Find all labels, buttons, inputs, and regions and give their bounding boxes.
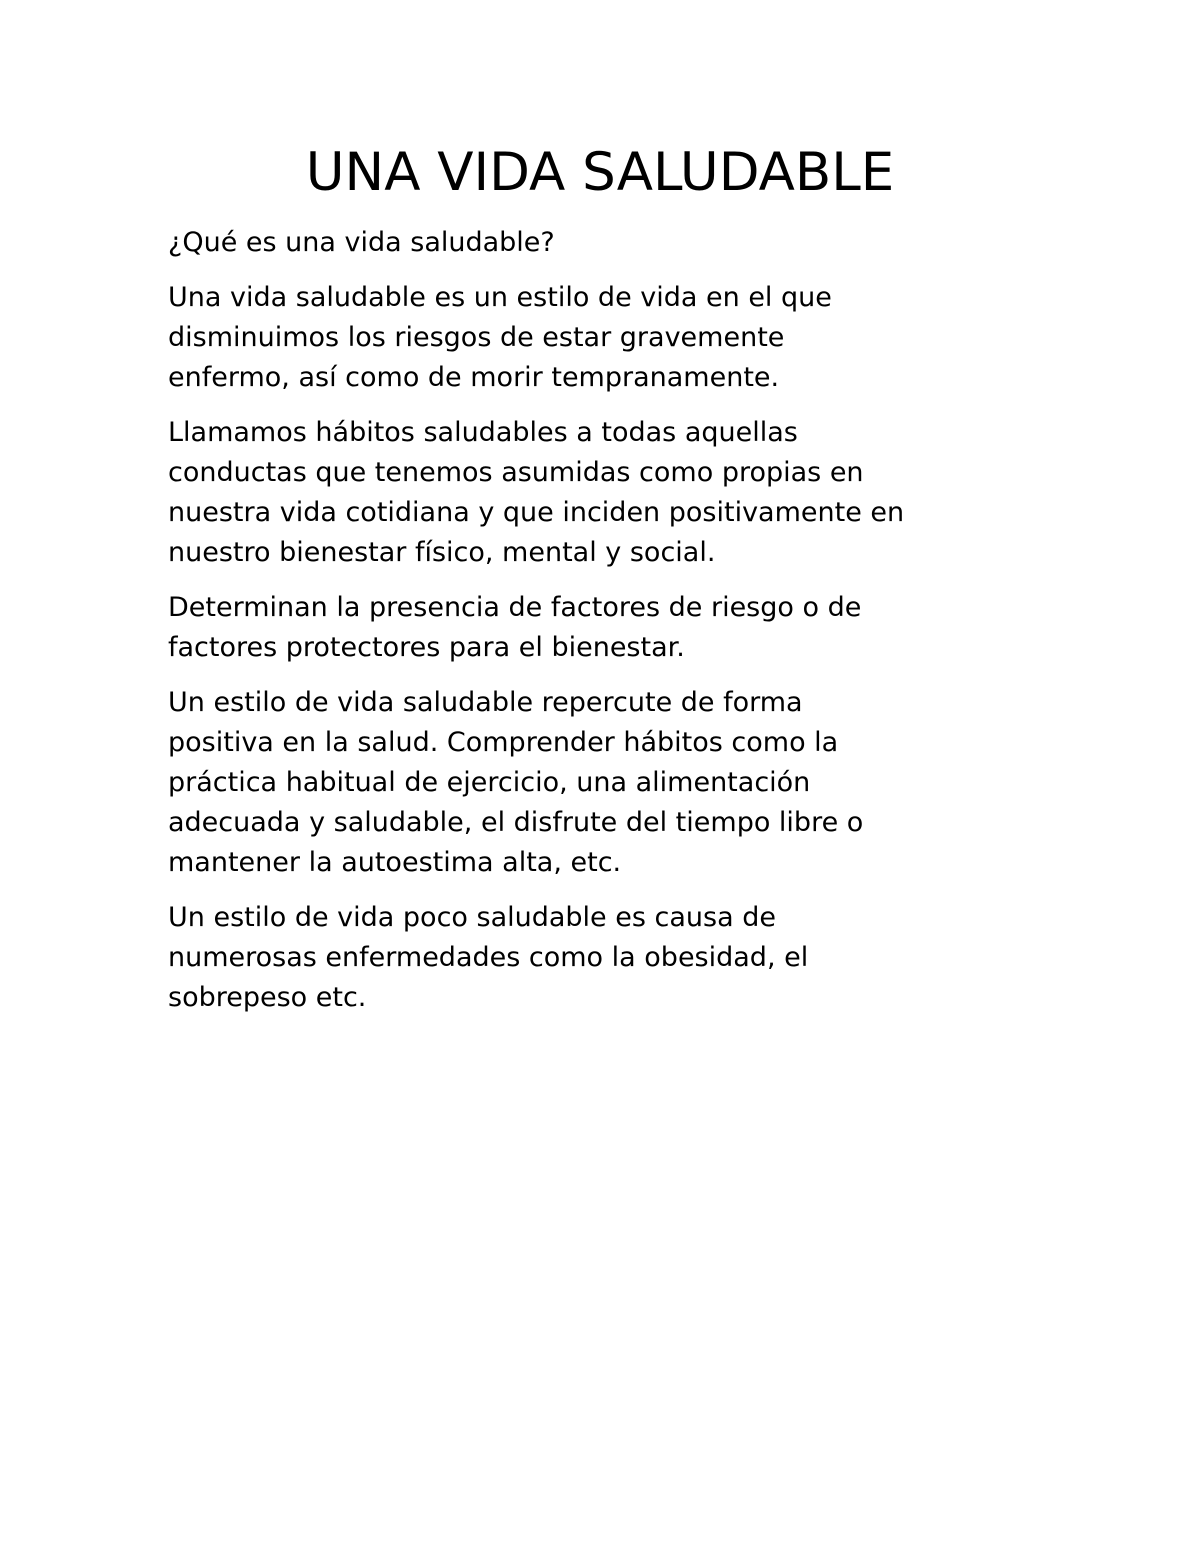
- paragraph-line: Una vida saludable es un estilo de vida en el que: [168, 282, 832, 313]
- paragraph-line: positiva en la salud. Comprender hábitos como la: [168, 727, 839, 758]
- paragraph-positive-lifestyle: [168, 683, 1048, 883]
- paragraph-line: enfermo, así como de morir tempranamente.: [168, 362, 780, 393]
- paragraph-habits: [168, 413, 1048, 573]
- paragraph-line: nuestra vida cotidiana y que inciden positivamente en: [168, 497, 905, 528]
- paragraph-question: [168, 223, 1048, 263]
- paragraph-line: práctica habitual de ejercicio, una alimentación: [168, 767, 811, 798]
- paragraph-line: nuestro bienestar físico, mental y social.: [168, 537, 716, 568]
- paragraph-line: mantener la autoestima alta, etc.: [168, 847, 622, 878]
- paragraph-factors: [168, 588, 1048, 668]
- paragraph-line: Llamamos hábitos saludables a todas aquellas: [168, 417, 798, 448]
- paragraph-line: conductas que tenemos asumidas como propias en: [168, 457, 864, 488]
- paragraph-unhealthy-lifestyle: [168, 898, 1048, 1018]
- paragraph-line: disminuimos los riesgos de estar gravemente: [168, 322, 785, 353]
- document-title: UNA VIDA SALUDABLE: [305, 142, 895, 203]
- paragraph-definition: [168, 278, 1048, 398]
- paragraph-line: adecuada y saludable, el disfrute del tiempo libre o: [168, 807, 864, 838]
- paragraph-line: Un estilo de vida saludable repercute de forma: [168, 687, 803, 718]
- paragraph-line: factores protectores para el bienestar.: [168, 632, 685, 663]
- paragraph-line: Determinan la presencia de factores de riesgo o de: [168, 592, 862, 623]
- paragraph-line: Un estilo de vida poco saludable es causa de: [168, 902, 776, 933]
- document-body: [168, 223, 1048, 1033]
- paragraph-line: ¿Qué es una vida saludable?: [168, 227, 555, 258]
- paragraph-line: sobrepeso etc.: [168, 982, 367, 1013]
- paragraph-line: numerosas enfermedades como la obesidad, el: [168, 942, 809, 973]
